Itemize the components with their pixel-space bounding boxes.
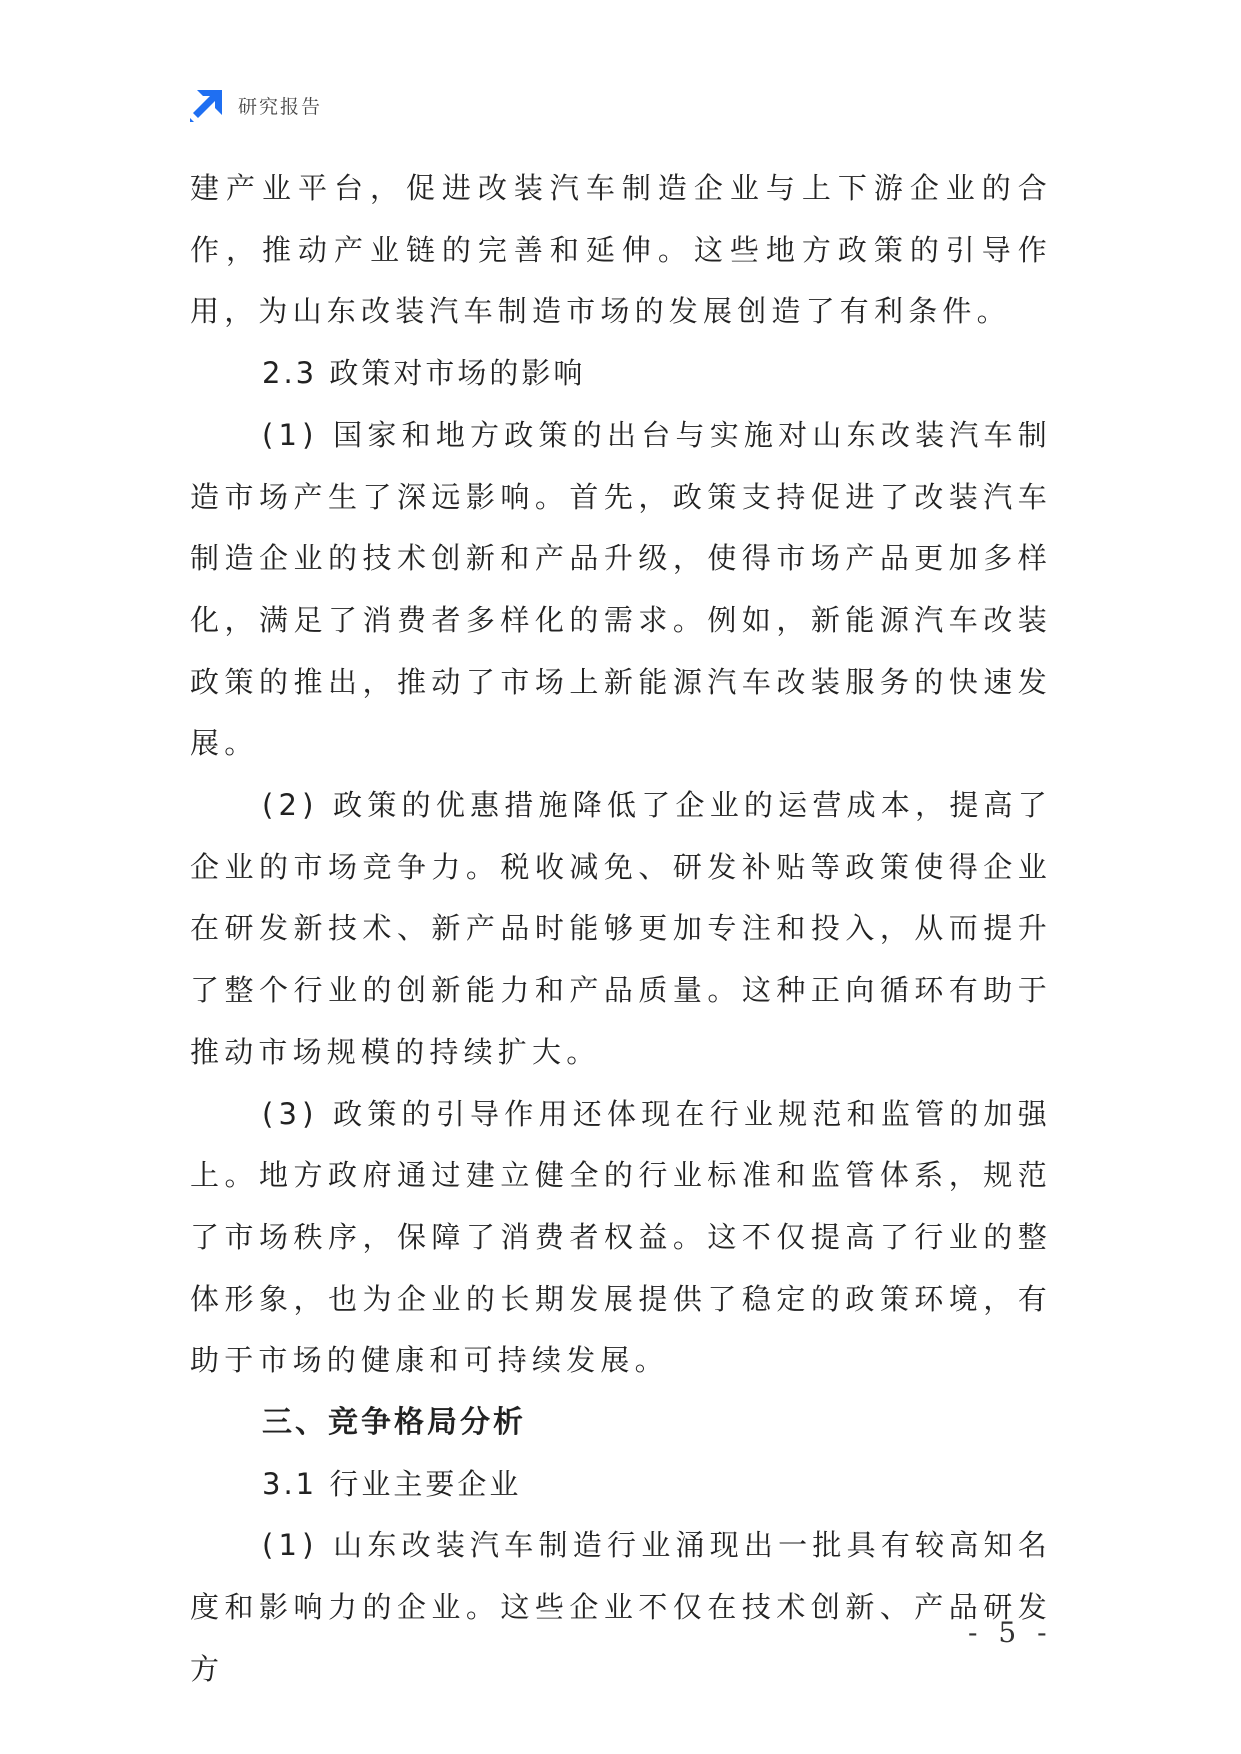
section-heading-3-1: 3.1 行业主要企业 [262,1466,522,1501]
report-header [190,88,322,122]
arrow-up-right-icon [190,88,224,122]
section-heading-2-3: 2.3 政策对市场的影响 [262,356,586,391]
paragraph-2-3-3: (3) 政策的引导作用还体现在行业规范和监管的加强上。地方政府通过建立健全的行业标准和监管体系，规范了市场秩序，保障了消费者权益。这不仅提高了行业的整体形象，也为企业的长期发展提供了稳定的政策环境，有助于市场的健康和可持续发展。 [190,1096,1052,1378]
chapter-heading-3: 三、竞争格局分析 [262,1405,526,1441]
document-body [190,158,1052,1701]
paragraph-2-3-1: (1) 国家和地方政策的出台与实施对山东改装汽车制造市场产生了深远影响。首先，政策支持促进了改装汽车制造企业的技术创新和产品升级，使得市场产品更加多样化，满足了消费者多样化的需求。例如，新能源汽车改装政策的推出，推动了市场上新能源汽车改装服务的快速发展。 [190,417,1052,761]
paragraph-3-1-1: (1) 山东改装汽车制造行业涌现出一批具有较高知名度和影响力的企业。这些企业不仅在技术创新、产品研发方 [190,1528,1052,1686]
report-type-label: 研究报告 [238,95,323,118]
paragraph-2-3-2: (2) 政策的优惠措施降低了企业的运营成本，提高了企业的市场竞争力。税收减免、研发补贴等政策使得企业在研发新技术、新产品时能够更加专注和投入，从而提升了整个行业的创新能力和产品质量。这种正向循环有助于推动市场规模的持续扩大。 [190,788,1052,1069]
paragraph-intro: 建产业平台，促进改装汽车制造企业与上下游企业的合作，推动产业链的完善和延伸。这些地方政策的引导作用，为山东改装汽车制造市场的发展创造了有利条件。 [190,171,1052,329]
page-number: - 5 - [968,1616,1053,1649]
